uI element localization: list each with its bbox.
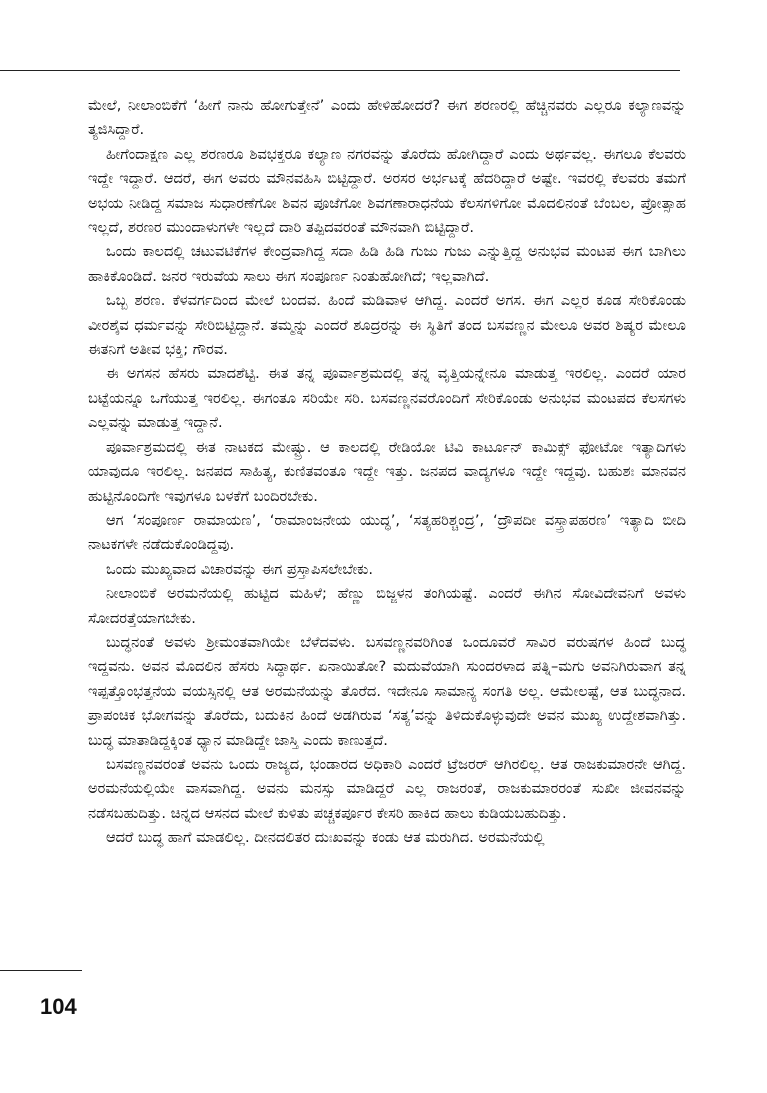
page-body-text — [88, 94, 686, 851]
page-number: 104 — [40, 994, 77, 1019]
paragraph: ಈ ಅಗಸನ ಹೆಸರು ಮಾದಶೆಟ್ಟಿ. ಈತ ತನ್ನ ಪೂರ್ವಾಶ್ರಮದಲ್ಲಿ ತನ್ನ ವೃತ್ತಿಯನ್ನೇನೂ ಮಾಡುತ್ತ ಇರಲಿಲ್ಲ. ಎಂದರೆ ಯಾರ ಬಟ್ಟೆಯನ್ನೂ ಒಗೆಯುತ್ತ ಇರಲಿಲ್ಲ. ಈಗಂತೂ ಸರಿಯೇ ಸರಿ. ಬಸವಣ್ಣನವರೊಂದಿಗೆ ಸೇರಿಕೊಂಡು ಅನುಭವ ಮಂಟಪದ ಕೆಲಸಗಳು ಎಲ್ಲವನ್ನು ಮಾಡುತ್ತ ಇದ್ದಾನೆ. — [88, 365, 686, 432]
paragraph: ಬಸವಣ್ಣನವರಂತೆ ಅವನು ಒಂದು ರಾಜ್ಯದ, ಭಂಡಾರದ ಅಧಿಕಾರಿ ಎಂದರೆ ಟ್ರೆಜರರ್ ಆಗಿರಲಿಲ್ಲ. ಆತ ರಾಜಕುಮಾರನೇ ಆಗಿದ್ದ. ಅರಮನೆಯಲ್ಲಿಯೇ ವಾಸವಾಗಿದ್ದ. ಅವನು ಮನಸ್ಸು ಮಾಡಿದ್ದರೆ ಎಲ್ಲ ರಾಜರಂತೆ, ರಾಜಕುಮಾರರಂತೆ ಸುಖೀ ಜೀವನವನ್ನು ನಡೆಸಬಹುದಿತ್ತು. ಚಿನ್ನದ ಆಸನದ ಮೇಲೆ ಕುಳಿತು ಪಚ್ಚಕರ್ಪೂರ ಕೇಸರಿ ಹಾಕಿದ ಹಾಲು ಕುಡಿಯಬಹುದಿತ್ತು. — [88, 755, 686, 822]
paragraph: ಒಂದು ಕಾಲದಲ್ಲಿ ಚಟುವಟಿಕೆಗಳ ಕೇಂದ್ರವಾಗಿದ್ದ ಸದಾ ಹಿಡಿ ಹಿಡಿ ಗುಜು ಗುಜು ಎನ್ನುತ್ತಿದ್ದ ಅನುಭವ ಮಂಟಪ ಈಗ ಬಾಗಿಲು ಹಾಕಿಕೊಂಡಿದೆ. ಜನರ ಇರುವೆಯ ಸಾಲು ಈಗ ಸಂಪೂರ್ಣ ನಿಂತುಹೋಗಿದೆ; ಇಲ್ಲವಾಗಿದೆ. — [88, 243, 686, 285]
paragraph: ನೀಲಾಂಬಿಕೆ ಅರಮನೆಯಲ್ಲಿ ಹುಟ್ಟಿದ ಮಹಿಳೆ; ಹೆಣ್ಣು ಬಿಜ್ಜಳನ ತಂಗಿಯಷ್ಟೆ. ಎಂದರೆ ಈಗಿನ ಸೋವಿದೇವನಿಗೆ ಅವಳು ಸೋದರತ್ತೆಯಾಗಬೇಕು. — [88, 585, 686, 627]
paragraph: ಒಂದು ಮುಖ್ಯವಾದ ವಿಚಾರವನ್ನು ಈಗ ಪ್ರಸ್ತಾಪಿಸಲೇಬೇಕು. — [106, 560, 373, 578]
footer-rule — [0, 970, 82, 971]
paragraph: ಒಬ್ಬ ಶರಣ. ಕೆಳವರ್ಗದಿಂದ ಮೇಲೆ ಬಂದವ. ಹಿಂದೆ ಮಡಿವಾಳ ಆಗಿದ್ದ. ಎಂದರೆ ಅಗಸ. ಈಗ ಎಲ್ಲರ ಕೂಡ ಸೇರಿಕೊಂಡು ವೀರಶೈವ ಧರ್ಮವನ್ನು ಸೇರಿಬಿಟ್ಟಿದ್ದಾನೆ. ತಮ್ಮನ್ನು ಎಂದರೆ ಶೂದ್ರರನ್ನು ಈ ಸ್ಥಿತಿಗೆ ತಂದ ಬಸವಣ್ಣನ ಮೇಲೂ ಅವರ ಶಿಷ್ಯರ ಮೇಲೂ ಈತನಿಗೆ ಅತೀವ ಭಕ್ತಿ; ಗೌರವ. — [88, 292, 686, 359]
paragraph: ಮೇಲೆ, ನೀಲಾಂಬಿಕೆಗೆ ‘ಹೀಗೆ ನಾನು ಹೋಗುತ್ತೇನೆ’ ಎಂದು ಹೇಳಿಹೋದರೆ? ಈಗ ಶರಣರಲ್ಲಿ ಹೆಚ್ಚಿನವರು ಎಲ್ಲರೂ ಕಲ್ಯಾಣವನ್ನು ತ್ಯಜಿಸಿದ್ದಾರೆ. — [88, 97, 686, 139]
header-rule — [0, 70, 680, 71]
paragraph: ಪೂರ್ವಾಶ್ರಮದಲ್ಲಿ ಈತ ನಾಟಕದ ಮೇಷ್ಟ್ರು. ಆ ಕಾಲದಲ್ಲಿ ರೇಡಿಯೋ ಟಿವಿ ಕಾರ್ಟೂನ್ ಕಾಮಿಕ್ಸ್ ಫೋಟೋ ಇತ್ಯಾದಿಗಳು ಯಾವುದೂ ಇರಲಿಲ್ಲ. ಜನಪದ ಸಾಹಿತ್ಯ, ಕುಣಿತವಂತೂ ಇದ್ದೇ ಇತ್ತು. ಜನಪದ ವಾದ್ಯಗಳೂ ಇದ್ದೇ ಇದ್ದವು. ಬಹುಶಃ ಮಾನವನ ಹುಟ್ಟಿನೊಂದಿಗೇ ಇವುಗಳೂ ಬಳಕೆಗೆ ಬಂದಿರಬೇಕು. — [88, 438, 686, 505]
paragraph: ಆಗ ‘ಸಂಪೂರ್ಣ ರಾಮಾಯಣ’, ‘ರಾಮಾಂಜನೇಯ ಯುದ್ಧ’, ‘ಸತ್ಯಹರಿಶ್ಚಂದ್ರ’, ‘ದ್ರೌಪದೀ ವಸ್ತ್ರಾಪಹರಣ’ ಇತ್ಯಾದಿ ಬೀದಿ ನಾಟಕಗಳೇ ನಡೆದುಕೊಂಡಿದ್ದವು. — [88, 511, 686, 554]
paragraph: ಆದರೆ ಬುದ್ಧ ಹಾಗೆ ಮಾಡಲಿಲ್ಲ. ದೀನದಲಿತರ ದುಃಖವನ್ನು ಕಂಡು ಆತ ಮರುಗಿದ. ಅರಮನೆಯಲ್ಲಿ — [106, 829, 545, 847]
paragraph: ಬುದ್ಧನಂತೆ ಅವಳು ಶ್ರೀಮಂತವಾಗಿಯೇ ಬೆಳೆದವಳು. ಬಸವಣ್ಣನವರಿಗಿಂತ ಒಂದೂವರೆ ಸಾವಿರ ವರುಷಗಳ ಹಿಂದೆ ಬುದ್ಧ ಇದ್ದವನು. ಅವನ ಮೊದಲಿನ ಹೆಸರು ಸಿದ್ಧಾರ್ಥ. ಏನಾಯಿತೋ? ಮದುವೆಯಾಗಿ ಸುಂದರಳಾದ ಪತ್ನಿ–ಮಗು ಅವನಿಗಿರುವಾಗ ತನ್ನ ಇಪ್ಪತ್ತೊಂಭತ್ತನೆಯ ವಯಸ್ಸಿನಲ್ಲಿ ಆತ ಅರಮನೆಯನ್ನು ತೊರೆದ. ಇದೇನೂ ಸಾಮಾನ್ಯ ಸಂಗತಿ ಅಲ್ಲ. ಆಮೇಲಷ್ಟೆ, ಆತ ಬುದ್ಧನಾದ. ಪ್ರಾಪಂಚಿಕ ಭೋಗವನ್ನು ತೊರೆದು, ಬದುಕಿನ ಹಿಂದೆ ಅಡಗಿರುವ ‘ಸತ್ಯ’ವನ್ನು ತಿಳಿದುಕೊಳ್ಳುವುದೇ ಅವನ ಮುಖ್ಯ ಉದ್ದೇಶವಾಗಿತ್ತು. ಬುದ್ಧ ಮಾತಾಡಿದ್ದಕ್ಕಿಂತ ಧ್ಯಾನ ಮಾಡಿದ್ದೇ ಜಾಸ್ತಿ ಎಂದು ಕಾಣುತ್ತದೆ. — [88, 633, 686, 749]
paragraph: ಹೀಗೆಂದಾಕ್ಷಣ ಎಲ್ಲ ಶರಣರೂ ಶಿವಭಕ್ತರೂ ಕಲ್ಯಾಣ ನಗರವನ್ನು ತೊರೆದು ಹೋಗಿದ್ದಾರೆ ಎಂದು ಅರ್ಥವಲ್ಲ. ಈಗಲೂ ಕೆಲವರು ಇದ್ದೇ ಇದ್ದಾರೆ. ಆದರೆ, ಈಗ ಅವರು ಮೌನವಹಿಸಿ ಬಿಟ್ಟಿದ್ದಾರೆ. ಅರಸರ ಅರ್ಭಟಕ್ಕೆ ಹೆದರಿದ್ದಾರೆ ಅಷ್ಟೇ. ಇವರಲ್ಲಿ ಕೆಲವರು ತಮಗೆ ಅಭಯ ನೀಡಿದ್ದ ಸಮಾಜ ಸುಧಾರಣೆಗೋ ಶಿವನ ಪೂಜೆಗೋ ಶಿವಗಣಾರಾಧನೆಯ ಕೆಲಸಗಳಿಗೋ ಮೊದಲಿನಂತೆ ಬೆಂಬಲ, ಪ್ರೋತ್ಸಾಹ ಇಲ್ಲದೆ, ಶರಣರ ಮುಂದಾಳುಗಳೇ ಇಲ್ಲದೆ ದಾರಿ ತಪ್ಪಿದವರಂತೆ ಮೌನವಾಗಿ ಬಿಟ್ಟಿದ್ದಾರೆ. — [88, 145, 686, 237]
